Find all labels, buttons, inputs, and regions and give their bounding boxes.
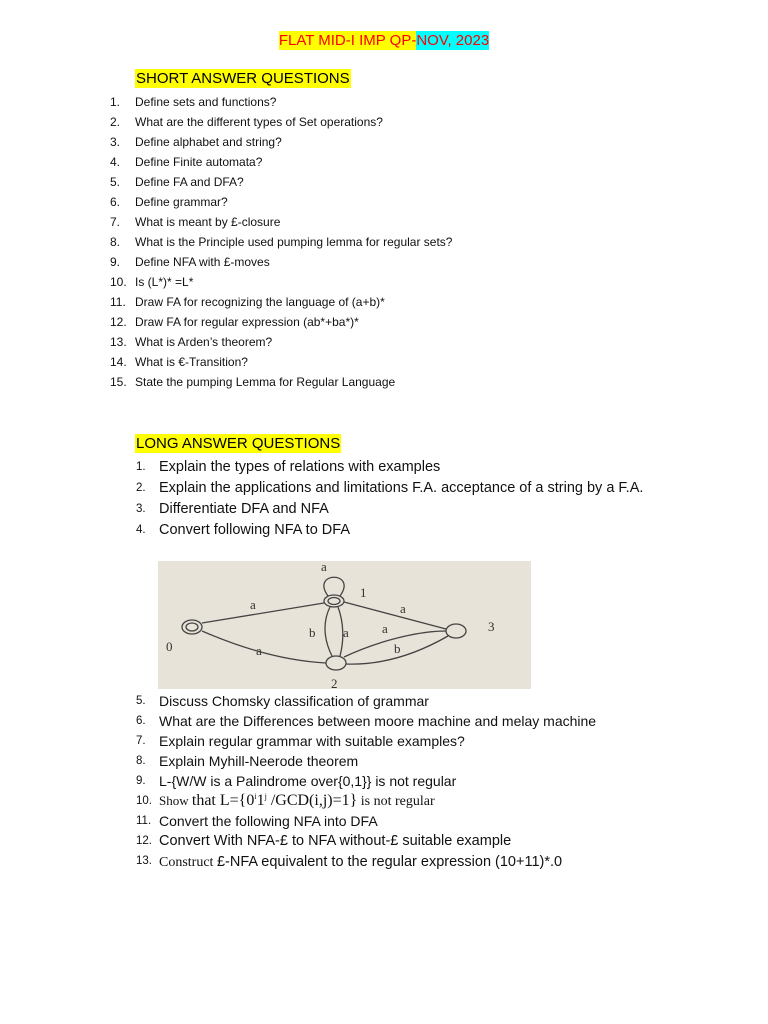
label-edge-0-1: a (250, 597, 256, 612)
list-item (110, 133, 452, 153)
edge-2-1 (325, 607, 332, 656)
q13-rest: £-NFA equivalent to the regular expression (10+11)*.0 (216, 854, 563, 870)
nfa-diagram (158, 561, 531, 689)
item-text: What is €-Transition? (135, 355, 248, 369)
label-edge-2-1: b (309, 625, 316, 640)
list-item (136, 691, 596, 711)
list-item (136, 751, 596, 771)
list-item (136, 771, 596, 791)
item-text: What is Arden’s theorem? (135, 335, 273, 349)
list-item (136, 478, 664, 499)
item-text: Explain regular grammar with suitable examples? (159, 733, 465, 749)
label-state-2: 2 (331, 676, 338, 689)
item-text: Define FA and DFA? (135, 175, 244, 189)
item-text: State the pumping Lemma for Regular Language (135, 375, 396, 389)
q10-that: that L={0 (191, 792, 255, 809)
item-text: Define Finite automata? (135, 155, 263, 169)
item-text: Convert the following NFA into DFA (159, 813, 378, 829)
list-item (136, 811, 596, 831)
item-text: Define grammar? (135, 195, 228, 209)
item-number: 4. (110, 155, 121, 169)
long-question-list-b (136, 691, 596, 871)
item-number: 10. (110, 275, 127, 289)
item-text: Differentiate DFA and NFA (159, 501, 329, 517)
short-answer-heading: SHORT ANSWER QUESTIONS (136, 70, 350, 87)
long-answer-heading: LONG ANSWER QUESTIONS (136, 435, 341, 452)
item-text: Discuss Chomsky classification of grammar (159, 693, 429, 709)
item-text: Define alphabet and string? (135, 135, 282, 149)
edge-1-3 (344, 602, 446, 629)
state-1-circle (324, 595, 344, 607)
label-edge-2-3: a (382, 621, 388, 636)
item-number: 11. (110, 295, 126, 309)
label-state-0: 0 (166, 639, 173, 654)
item-text: What is meant by £-closure (135, 215, 281, 229)
item-number: 9. (110, 255, 121, 269)
edge-loop-1 (324, 577, 344, 596)
item-number: 13. (110, 335, 127, 349)
q10-sup-i: i (254, 792, 257, 801)
q13-construct: Construct (159, 855, 217, 870)
label-state-1: 1 (360, 585, 367, 600)
label-edge-top: a (321, 561, 327, 574)
item-number: 5. (110, 175, 121, 189)
item-text: Draw FA for recognizing the language of (a+b)* (135, 295, 385, 309)
label-edge-1-2: a (343, 625, 349, 640)
item-number: 11. (136, 815, 152, 827)
label-edge-1-3: a (400, 601, 406, 616)
item-number: 14. (110, 355, 127, 369)
list-item (110, 233, 452, 253)
list-item (136, 831, 596, 851)
item-text: Explain Myhill-Neerode theorem (159, 753, 359, 769)
list-item (136, 499, 664, 520)
item-text: Explain the types of relations with examples (159, 459, 441, 475)
item-number: 13. (136, 855, 152, 867)
item-number: 12. (136, 835, 152, 847)
title-part-1: FLAT MID-I IMP QP- (278, 32, 417, 49)
item-number: 8. (110, 235, 121, 249)
state-3-circle (446, 624, 466, 638)
list-item (110, 173, 452, 193)
item-number: 10. (136, 795, 152, 807)
q10-rest: /GCD(i,j)=1} (266, 792, 358, 809)
item-text: L-{W/W is a Palindrome over{0,1}} is not regular (159, 773, 457, 789)
list-item (110, 313, 452, 333)
item-number: 8. (136, 755, 146, 767)
long-question-list-a (136, 457, 664, 541)
list-item (110, 333, 452, 353)
item-text: What are the Differences between moore machine and melay machine (159, 713, 597, 729)
item-number: 5. (136, 695, 146, 707)
item-number: 2. (110, 115, 121, 129)
state-1-inner (328, 598, 340, 605)
label-edge-0-2: a (256, 643, 262, 658)
q10-tail: is not regular (357, 794, 435, 809)
item-number: 3. (110, 135, 121, 149)
short-question-list (110, 93, 452, 393)
list-item (136, 731, 596, 751)
item-text: What are the different types of Set operations? (135, 115, 383, 129)
item-text: Define NFA with £-moves (135, 255, 270, 269)
item-text: Draw FA for regular expression (ab*+ba*)* (135, 315, 359, 329)
state-0-circle (182, 620, 202, 634)
list-item (136, 791, 596, 811)
list-item (110, 273, 452, 293)
item-number: 7. (136, 735, 146, 747)
state-0-inner (186, 623, 198, 631)
state-2-circle (326, 656, 346, 670)
item-text (159, 851, 562, 871)
list-item (136, 457, 664, 478)
list-item (110, 193, 452, 213)
list-item (110, 373, 452, 393)
q10-one: 1 (256, 792, 265, 809)
list-item (110, 293, 452, 313)
q10-sup-j: j (264, 792, 267, 801)
list-item (110, 113, 452, 133)
list-item (110, 213, 452, 233)
label-state-3: 3 (488, 619, 495, 634)
list-item (110, 353, 452, 373)
item-number: 12. (110, 315, 127, 329)
q10-show: Show (159, 793, 192, 808)
item-number: 7. (110, 215, 121, 229)
item-number: 6. (136, 715, 146, 727)
label-edge-3-2: b (394, 641, 401, 656)
edge-0-1 (202, 603, 324, 623)
item-number: 1. (136, 461, 146, 473)
item-number: 15. (110, 375, 127, 389)
item-number: 4. (136, 524, 146, 536)
list-item (110, 93, 452, 113)
item-text: What is the Principle used pumping lemma for regular sets? (135, 235, 453, 249)
list-item (110, 153, 452, 173)
item-text: Define sets and functions? (135, 95, 277, 109)
list-item (136, 851, 596, 871)
item-text: Convert With NFA-£ to NFA without-£ suitable example (159, 833, 512, 849)
item-number: 9. (136, 775, 146, 787)
list-item (110, 253, 452, 273)
item-number: 6. (110, 195, 121, 209)
page-title (0, 31, 768, 51)
item-text (159, 791, 435, 811)
list-item (136, 711, 596, 731)
item-text: Is (L*)* =L* (135, 275, 194, 289)
item-text: Convert following NFA to DFA (159, 522, 350, 538)
item-text: Explain the applications and limitations F.A. acceptance of a string by a F.A. (159, 480, 644, 496)
list-item (136, 520, 664, 541)
edge-0-2 (202, 631, 326, 663)
item-number: 3. (136, 503, 146, 515)
item-number: 1. (110, 95, 121, 109)
title-part-2: NOV, 2023 (416, 32, 490, 49)
item-number: 2. (136, 482, 146, 494)
nfa-diagram-svg (158, 561, 531, 689)
